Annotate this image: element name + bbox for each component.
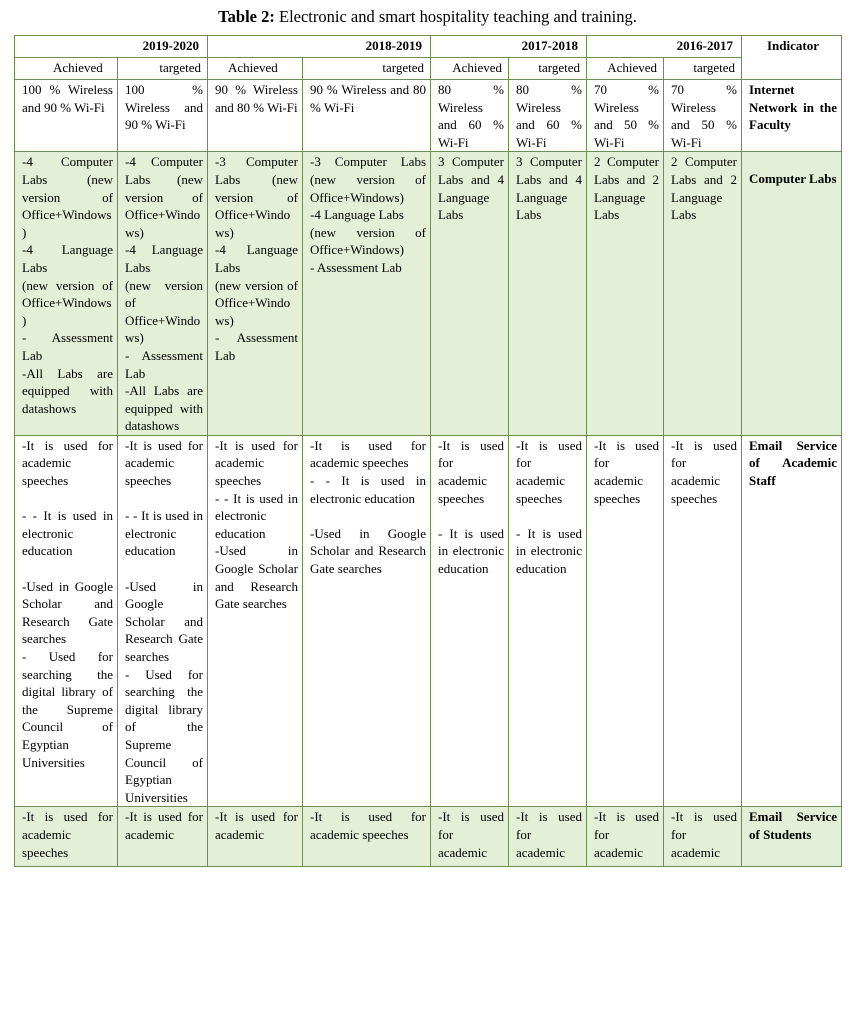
table-cell: 70 % Wireless and 50 % Wi-Fi (587, 80, 664, 152)
indicator-cell: Internet Network in the Faculty (742, 80, 842, 152)
table-cell: 80 % Wireless and 60 % Wi-Fi (509, 80, 587, 152)
table-cell: -It is used for academic speeches - - It is used in electronic education -Used in Google Scholar and Research Gate searches (303, 435, 431, 806)
table-cell: -It is used for academic (208, 807, 303, 867)
table-cell: -3 Computer Labs (new version of Office+Windows) -4 Language Labs (new version of Office+Windows) - Assessment Lab (208, 152, 303, 436)
table-cell: 100 % Wireless and 90 % Wi-Fi (15, 80, 118, 152)
table-cell: 2 Computer Labs and 2 Language Labs (664, 152, 742, 436)
caption-label: Table 2: (218, 7, 275, 26)
table-row (15, 80, 842, 152)
table-cell: 90 % Wireless and 80 % Wi-Fi (303, 80, 431, 152)
table-cell: -It is used for academic (118, 807, 208, 867)
sub-header: targeted (509, 58, 587, 80)
table-cell: -It is used for academic speeches - It is used in electronic education (509, 435, 587, 806)
sub-header: targeted (303, 58, 431, 80)
table-cell: -It is used for academic speeches (15, 807, 118, 867)
year-header-row (15, 36, 842, 58)
year-header: 2018-2019 (208, 36, 431, 58)
sub-header: Achieved (587, 58, 664, 80)
indicator-cell: Computer Labs (742, 152, 842, 436)
year-header: 2019-2020 (15, 36, 208, 58)
table-cell: 3 Computer Labs and 4 Language Labs (431, 152, 509, 436)
sub-header: Achieved (431, 58, 509, 80)
indicator-cell: Email Service of Students (742, 807, 842, 867)
table-cell: -It is used for academic (431, 807, 509, 867)
table-cell: -It is used for academic (509, 807, 587, 867)
sub-header: Achieved (208, 58, 303, 80)
table-cell: -It is used for academic speeches (664, 435, 742, 806)
sub-header: Achieved (15, 58, 118, 80)
year-header: 2016-2017 (587, 36, 742, 58)
indicator-header: Indicator (742, 36, 842, 80)
table-cell: 70 % Wireless and 50 % Wi-Fi (664, 80, 742, 152)
sub-header-row (15, 58, 842, 80)
table-cell: -It is used for academic speeches - - It is used in electronic education -Used in Google Scholar and Research Gate searches - Used for searching the digital library of the Supreme Council of Egyptian Universities (15, 435, 118, 806)
table-cell: 80 % Wireless and 60 % Wi-Fi (431, 80, 509, 152)
table-cell: 3 Computer Labs and 4 Language Labs (509, 152, 587, 436)
table-cell: -It is used for academic speeches (587, 435, 664, 806)
table-cell: -It is used for academic speeches (303, 807, 431, 867)
table-cell: -It is used for academic (587, 807, 664, 867)
table-cell: -It is used for academic speeches - - It is used in electronic education -Used in Google Scholar and Research Gate searches (208, 435, 303, 806)
table-cell: 2 Computer Labs and 2 Language Labs (587, 152, 664, 436)
table-cell: -It is used for academic speeches - - It is used in electronic education -Used in Google Scholar and Research Gate searches - Used for searching the digital library of the Supreme Council of Egyptian Universities (118, 435, 208, 806)
table-cell: 90 % Wireless and 80 % Wi-Fi (208, 80, 303, 152)
caption-text: Electronic and smart hospitality teaching and training. (278, 7, 637, 26)
table-cell: -4 Computer Labs (new version of Office+Windows) -4 Language Labs (new version of Office+Windows) - Assessment Lab -All Labs are equipped with datashows (15, 152, 118, 436)
sub-header: targeted (118, 58, 208, 80)
table-cell: -It is used for academic speeches - It is used in electronic education (431, 435, 509, 806)
table-cell: 100 % Wireless and 90 % Wi-Fi (118, 80, 208, 152)
table-cell: -It is used for academic (664, 807, 742, 867)
hospitality-teaching-table (14, 35, 842, 867)
table-row (15, 807, 842, 867)
table-row (15, 152, 842, 436)
indicator-cell: Email Service of Academic Staff (742, 435, 842, 806)
table-row (15, 435, 842, 806)
table-cell: -4 Computer Labs (new version of Office+Windows) -4 Language Labs (new version of Office+Windows) - Assessment Lab -All Labs are equipped with datashows (118, 152, 208, 436)
year-header: 2017-2018 (431, 36, 587, 58)
table-caption (0, 7, 855, 27)
sub-header: targeted (664, 58, 742, 80)
table-cell: -3 Computer Labs (new version of Office+Windows) -4 Language Labs (new version of Office+Windows) - Assessment Lab (303, 152, 431, 436)
